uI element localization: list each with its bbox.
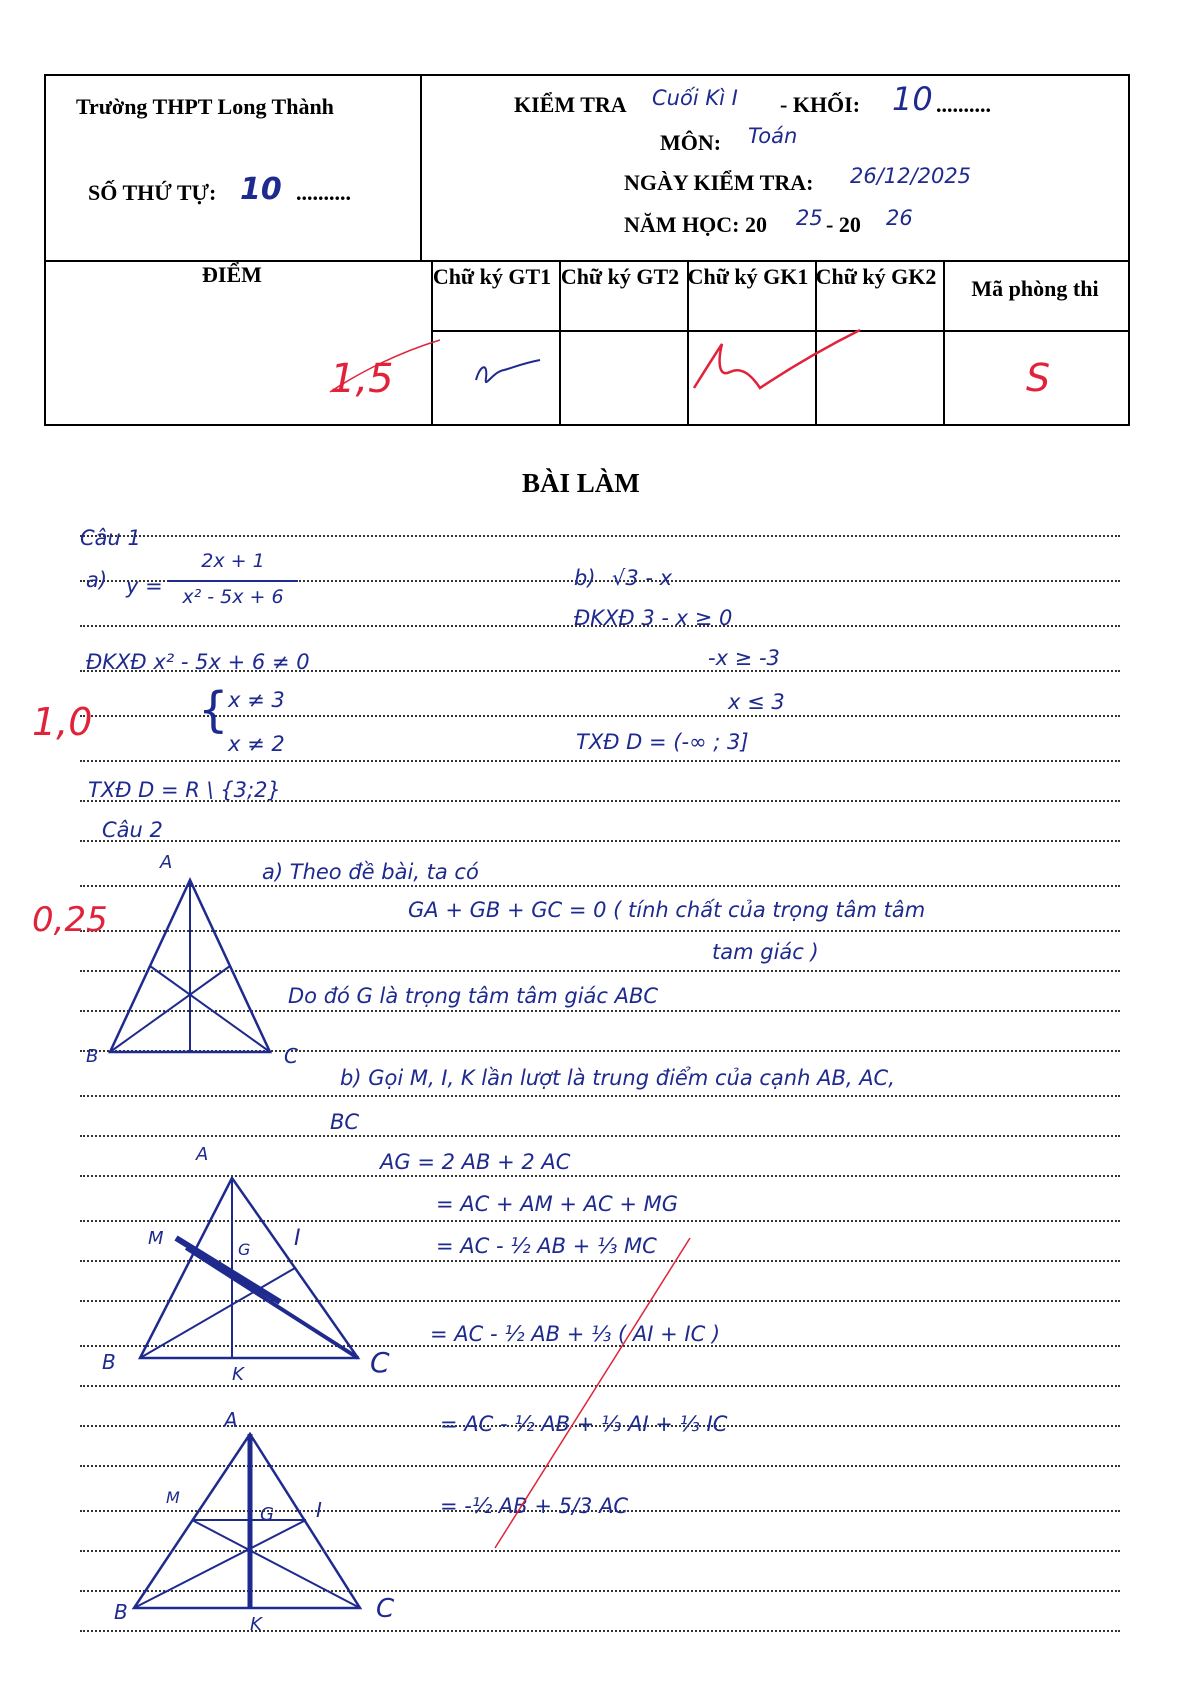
fig2-vertex-c: C: [370, 1346, 390, 1379]
q1b-step1: -x ≥ -3: [708, 646, 780, 670]
q2b-eq6: = -½ AB + 5/3 AC: [440, 1494, 629, 1518]
median-emphasis: [176, 1238, 280, 1302]
score-label: ĐIỂM: [202, 262, 262, 287]
q2b-eq3: = AC - ½ AB + ⅓ MC: [436, 1234, 657, 1258]
exam-value: Cuối Kì I: [652, 86, 738, 110]
fig2-point-k: K: [232, 1364, 244, 1385]
q1b-label: b): [574, 566, 596, 590]
fig3-point-i: I: [316, 1498, 322, 1522]
dots: ..........: [936, 92, 991, 117]
q2a-line2: GA + GB + GC = 0 ( tính chất của trọng tâm tâm: [408, 898, 926, 922]
q2a-line1: a) Theo đề bài, ta có: [262, 860, 479, 884]
red-strike-line: [495, 1238, 690, 1548]
q1b-expr: √3 - x: [612, 566, 673, 590]
q1a-txd: TXĐ D = R \ {3;2}: [88, 778, 281, 802]
fig3-point-g: G: [260, 1504, 274, 1525]
median: [110, 966, 230, 1052]
q2b-eq1: AG = 2 AB + 2 AC: [380, 1150, 571, 1174]
sig-gk2-label: Chữ ký GK2: [815, 264, 937, 289]
triangle-figure-2: [110, 1170, 370, 1370]
dots: ..........: [296, 180, 351, 205]
order-value: 10: [240, 172, 282, 207]
fig1-vertex-b: B: [86, 1046, 99, 1067]
q1a-dkxd: ĐKXĐ x² - 5x + 6 ≠ 0: [86, 650, 310, 674]
triangle-figure-1: [100, 860, 300, 1060]
q2b-line1: b) Gọi M, I, K lần lượt là trung điểm của cạnh AB, AC,: [340, 1066, 895, 1090]
q2a-line3: tam giác ): [712, 940, 819, 964]
q2-mark: 0,25: [32, 900, 108, 940]
median: [192, 1520, 360, 1608]
page-title: BÀI LÀM: [522, 468, 640, 498]
q2b-eq5: = AC - ½ AB + ⅓ AI + ⅓ IC: [440, 1412, 728, 1436]
order-label: SỐ THỨ TỰ:: [88, 180, 217, 205]
fig3-vertex-c: C: [376, 1594, 395, 1624]
q1a-denominator: x² - 5x + 6: [182, 586, 284, 608]
triangle-abc: [140, 1178, 358, 1358]
grade-label: - KHỐI:: [780, 92, 861, 117]
q1b-txd: TXĐ D = (-∞ ; 3]: [576, 730, 749, 754]
q1a-case1: x ≠ 3: [228, 688, 285, 712]
fig2-vertex-a: A: [196, 1144, 209, 1165]
triangle-figure-3: [110, 1420, 370, 1620]
fig1-vertex-a: A: [160, 852, 173, 873]
q1a-case2: x ≠ 2: [228, 732, 285, 756]
fig2-point-g: G: [238, 1240, 251, 1259]
q1a-y: y =: [126, 574, 163, 598]
date-label: NGÀY KIỂM TRA:: [624, 170, 814, 195]
room-value: S: [1026, 356, 1051, 400]
sig-gk1-label: Chữ ký GK1: [687, 264, 809, 289]
grade-value: 10: [892, 80, 933, 118]
date-value: 26/12/2025: [850, 164, 972, 188]
sig-gt1-label: Chữ ký GT1: [432, 264, 552, 289]
sig-gt2-label: Chữ ký GT2: [560, 264, 680, 289]
score-value: 1,5: [330, 356, 394, 402]
brace: {: [198, 682, 229, 738]
exam-label: KIỂM TRA: [514, 92, 627, 117]
q1a-numerator: 2x + 1: [201, 550, 265, 572]
fig3-vertex-a: A: [224, 1408, 238, 1432]
fig1-vertex-c: C: [284, 1044, 298, 1068]
fig3-vertex-b: B: [114, 1600, 128, 1624]
q2b-eq4: = AC - ½ AB + ⅓ ( AI + IC ): [430, 1322, 721, 1346]
subject-value: Toán: [748, 124, 798, 148]
room-label: Mã phòng thi: [971, 276, 1099, 301]
q2b-line2: BC: [330, 1110, 360, 1134]
q2a-line4: Do đó G là trọng tâm tâm giác ABC: [288, 984, 659, 1008]
year-label: NĂM HỌC: 20: [624, 212, 767, 237]
year-end: 26: [886, 206, 913, 230]
year-start: 25: [796, 206, 823, 230]
fig3-point-k: K: [250, 1614, 262, 1635]
year-mid: - 20: [826, 212, 861, 237]
q1b-dkxd: ĐKXĐ 3 - x ≥ 0: [574, 606, 733, 630]
median: [134, 1520, 306, 1608]
subject-label: MÔN:: [660, 130, 722, 155]
fig3-point-m: M: [166, 1488, 180, 1507]
q2b-eq2: = AC + AM + AC + MG: [436, 1192, 679, 1216]
school-name: Trường THPT Long Thành: [76, 94, 334, 119]
median: [150, 966, 270, 1052]
q1a-label: a): [86, 568, 108, 592]
fig2-point-m: M: [148, 1228, 164, 1249]
median: [186, 1248, 358, 1358]
q1-mark: 1,0: [32, 700, 93, 744]
fig2-vertex-b: B: [102, 1350, 116, 1374]
q1-heading: Câu 1: [80, 526, 141, 550]
fig2-point-i: I: [294, 1226, 301, 1251]
q1b-step2: x ≤ 3: [728, 690, 785, 714]
q2-heading: Câu 2: [102, 818, 163, 842]
